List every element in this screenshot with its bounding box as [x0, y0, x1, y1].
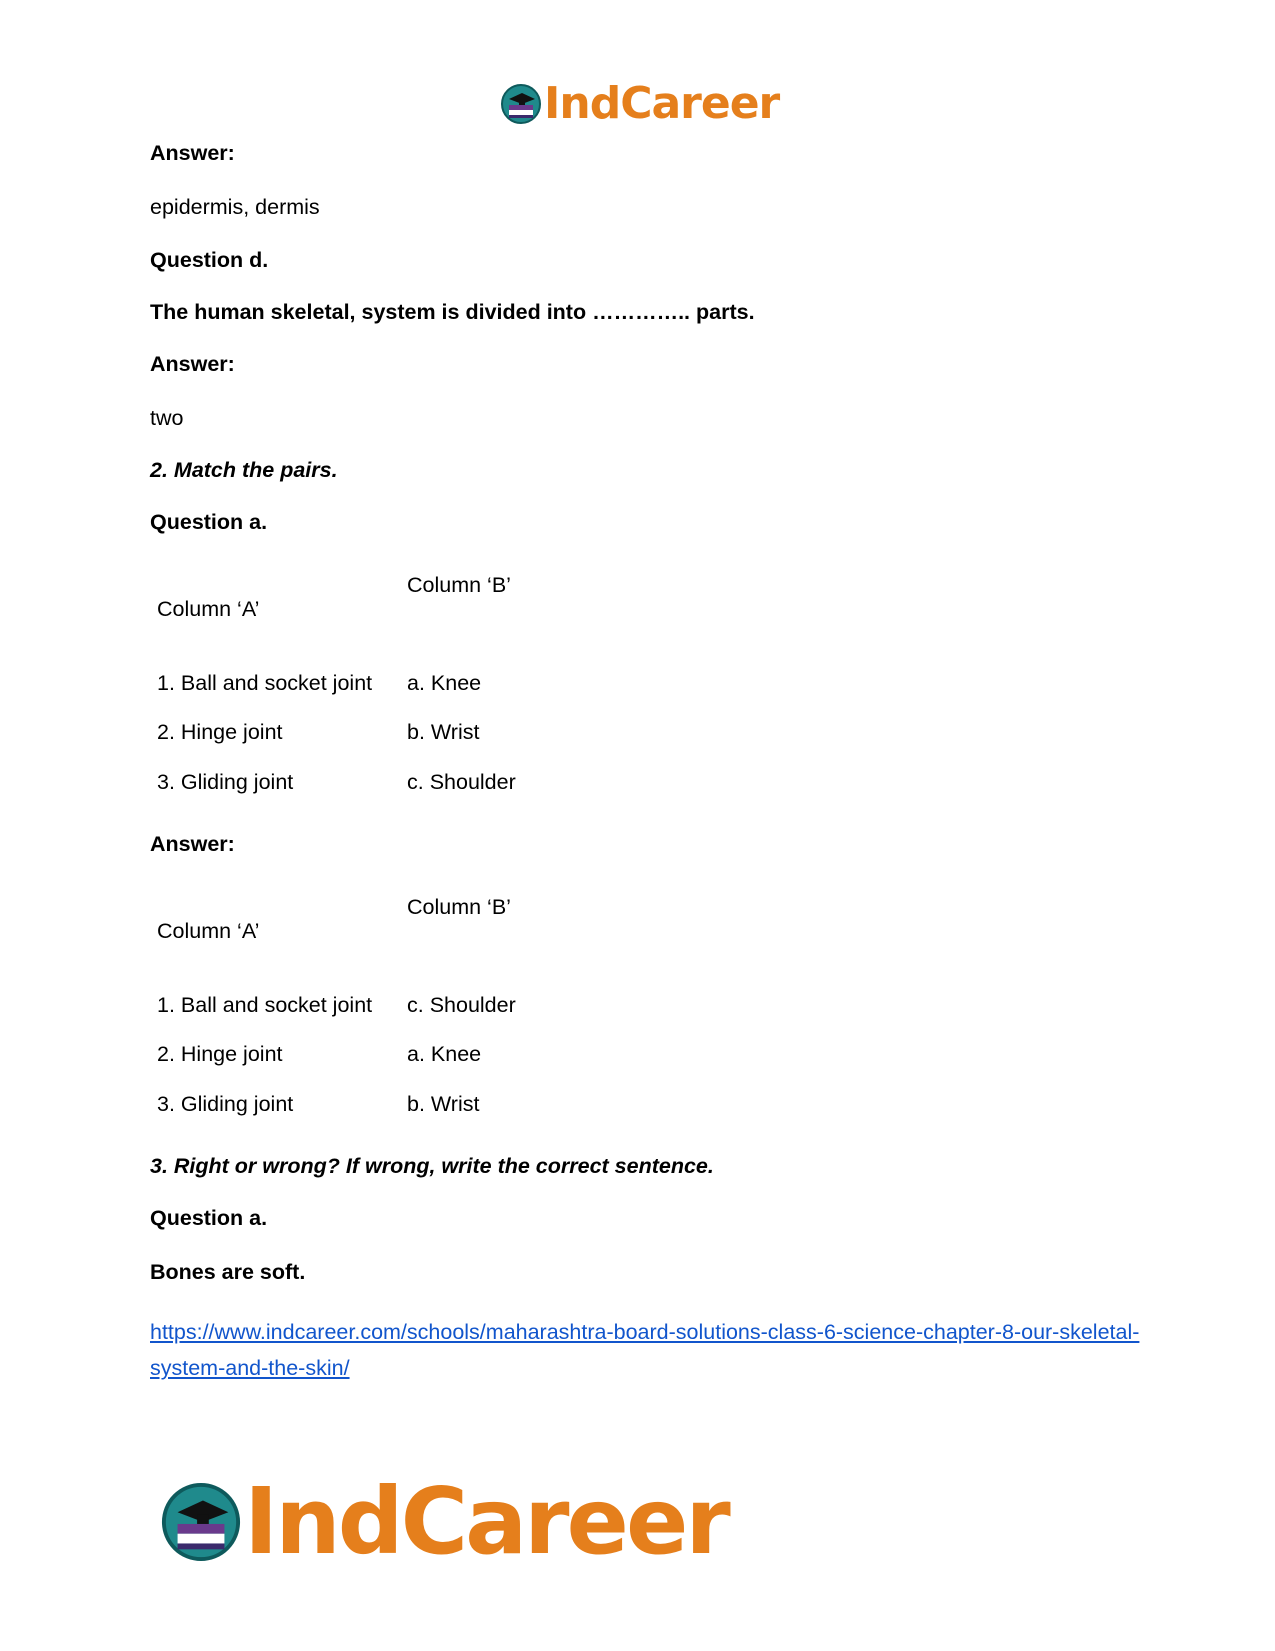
table-cell-a: 3. Gliding joint: [157, 1092, 294, 1116]
table-cell-b: c. Shoulder: [407, 770, 516, 794]
section-title: 3. Right or wrong? If wrong, write the correct sentence.: [150, 1154, 714, 1178]
header-logo: [500, 78, 779, 129]
question-text: The human skeletal, system is divided into ………….. parts.: [150, 300, 755, 324]
footer-logo: [160, 1468, 728, 1575]
table-cell-b: b. Wrist: [407, 1092, 480, 1116]
answer-label: Answer:: [150, 832, 235, 856]
book-globe-icon: [160, 1481, 242, 1563]
book-globe-icon: [500, 83, 542, 125]
column-a-header: Column ‘A’: [157, 597, 260, 621]
question-label: Question d.: [150, 248, 269, 272]
logo-text: IndCareer: [244, 1468, 728, 1575]
question-label: Question a.: [150, 510, 268, 534]
table-cell-b: b. Wrist: [407, 720, 480, 744]
table-cell-a: 2. Hinge joint: [157, 1042, 283, 1066]
logo-text: IndCareer: [544, 78, 780, 129]
answer-text: epidermis, dermis: [150, 195, 320, 219]
table-cell-a: 1. Ball and socket joint: [157, 671, 373, 695]
table-cell-b: a. Knee: [407, 1042, 482, 1066]
column-b-header: Column ‘B’: [407, 573, 511, 597]
section-title: 2. Match the pairs.: [150, 458, 338, 482]
table-cell-a: 2. Hinge joint: [157, 720, 283, 744]
table-cell-a: 1. Ball and socket joint: [157, 993, 373, 1017]
table-cell-b: a. Knee: [407, 671, 482, 695]
table-cell-a: 3. Gliding joint: [157, 770, 294, 794]
answer-label: Answer:: [150, 141, 235, 165]
question-text: Bones are soft.: [150, 1260, 306, 1284]
answer-label: Answer:: [150, 352, 235, 376]
answer-text: two: [150, 406, 184, 430]
source-url-link[interactable]: https://www.indcareer.com/schools/maharashtra-board-solutions-class-6-science-chapter-8-our-skeletal-system-and-the-skin/: [150, 1320, 1140, 1380]
column-a-header: Column ‘A’: [157, 919, 260, 943]
column-b-header: Column ‘B’: [407, 895, 511, 919]
question-label: Question a.: [150, 1206, 268, 1230]
table-cell-b: c. Shoulder: [407, 993, 516, 1017]
